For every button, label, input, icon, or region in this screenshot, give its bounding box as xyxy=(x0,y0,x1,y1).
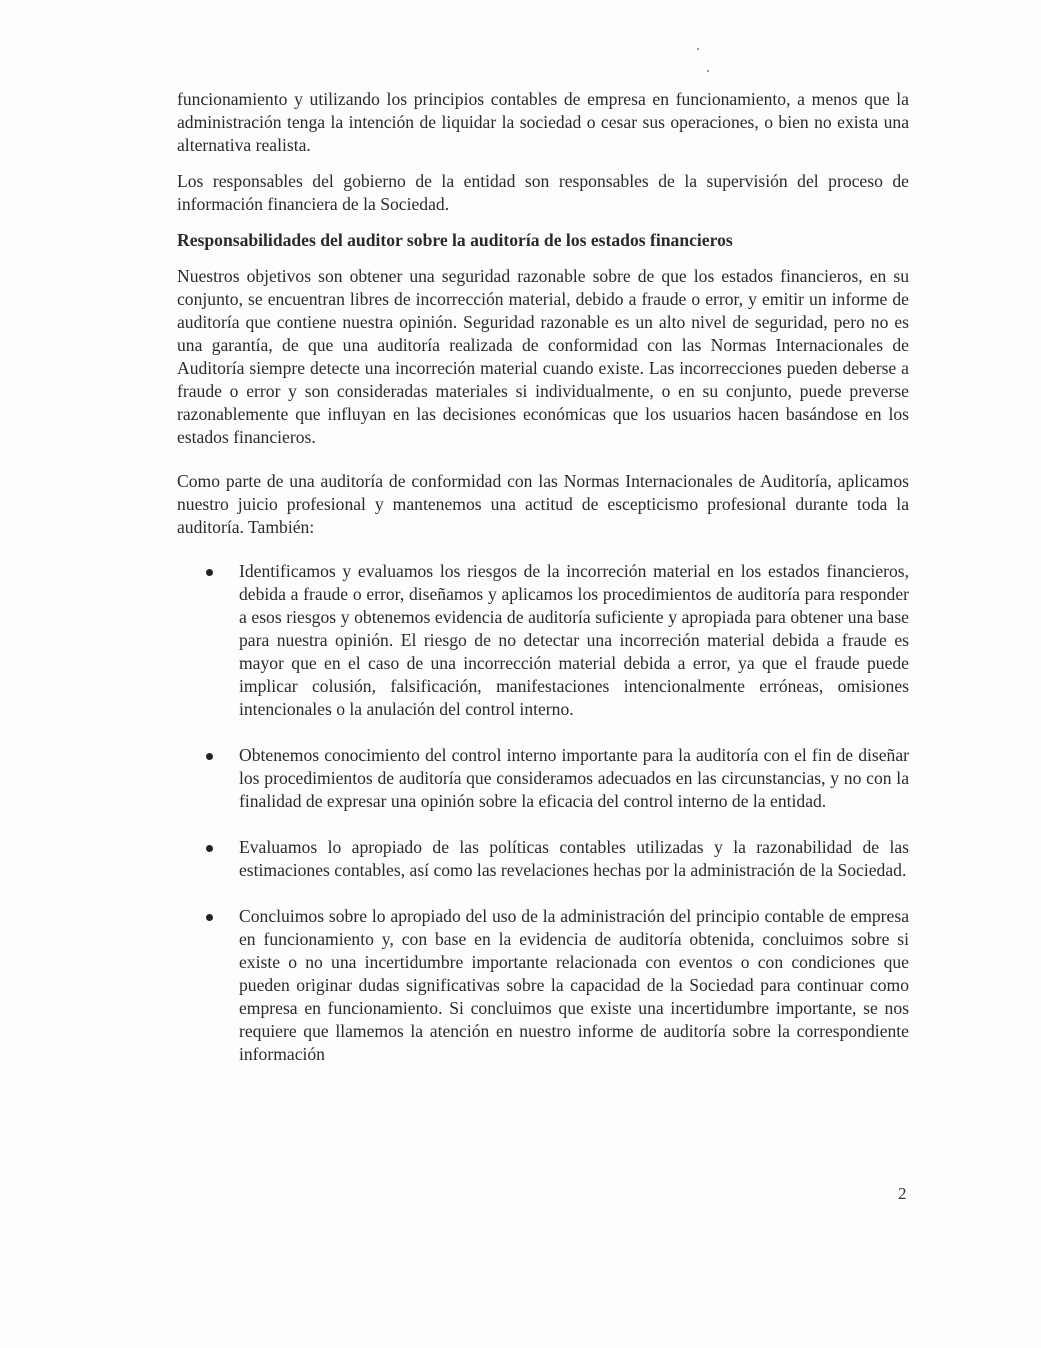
paragraph-professional-judgment: Como parte de una auditoría de conformidad con las Normas Internacionales de Auditoría, aplicamos nuestro juicio profesional y mantenemos una actitud de escepticismo profesional durante toda la auditoría. También: xyxy=(177,471,909,537)
document-body xyxy=(177,88,909,1066)
list-item-text: Evaluamos lo apropiado de las políticas contables utilizadas y la razonabilidad de las estimaciones contables, así como las revelaciones hechas por la administración de la Sociedad. xyxy=(239,837,909,880)
paragraph-going-concern: funcionamiento y utilizando los principios contables de empresa en funcionamiento, a menos que la administración tenga la intención de liquidar la sociedad o cesar sus operaciones, o bien no exista una alternativa realista. xyxy=(177,89,909,155)
scan-speck xyxy=(697,48,699,50)
list-item xyxy=(177,905,909,1066)
bullet-icon xyxy=(206,753,213,760)
bullet-icon xyxy=(206,845,213,852)
paragraph-objectives: Nuestros objetivos son obtener una seguridad razonable sobre de que los estados financieros, en su conjunto, se encuentran libres de incorrección material, debido a fraude o error, y emitir un informe de auditoría que contiene nuestra opinión. Seguridad razonable es un alto nivel de seguridad, pero no es una garantía, de que una auditoría realizada de conformidad con las Normas Internacionales de Auditoría siempre detecte una incorreción material cuando existe. Las incorrecciones pueden deberse a fraude o error y son consideradas materiales si individualmente, o en su conjunto, puede preverse razonablemente que influyan en las decisiones económicas que los usuarios hacen basándose en los estados financieros. xyxy=(177,266,909,447)
bullet-icon xyxy=(206,914,213,921)
list-item-text: Identificamos y evaluamos los riesgos de la incorreción material en los estados financieros, debida a fraude o error, diseñamos y aplicamos los procedimientos de auditoría para responder a esos riesgos y obtenemos evidencia de auditoría suficiente y apropiada para obtener una base para nuestra opinión. El riesgo de no detectar una incorreción material debida a fraude es mayor que en el caso de una incorrección material debida a error, ya que el fraude puede implicar colusión, falsificación, manifestaciones intencionalmente erróneas, omisiones intencionales o la anulación del control interno. xyxy=(239,561,909,719)
section-heading: Responsabilidades del auditor sobre la auditoría de los estados financieros xyxy=(177,230,733,250)
page-number: 2 xyxy=(898,1184,907,1203)
list-item xyxy=(177,560,909,721)
bullet-icon xyxy=(206,569,213,576)
list-item-text: Concluimos sobre lo apropiado del uso de la administración del principio contable de empresa en funcionamiento y, con base en la evidencia de auditoría obtenida, concluimos sobre si existe o no una incertidumbre importante relacionada con eventos o con condiciones que pueden originar dudas significativas sobre la capacidad de la Sociedad para continuar como empresa en funcionamiento. Si concluimos que existe una incertidumbre importante, se nos requiere que llamemos la atención en nuestro informe de auditoría sobre la correspondiente información xyxy=(239,906,909,1064)
list-item xyxy=(177,744,909,813)
scan-speck xyxy=(707,70,709,72)
list-item xyxy=(177,836,909,882)
bullet-list xyxy=(177,560,909,1066)
paragraph-governance: Los responsables del gobierno de la entidad son responsables de la supervisión del proceso de información financiera de la Sociedad. xyxy=(177,171,909,214)
list-item-text: Obtenemos conocimiento del control interno importante para la auditoría con el fin de diseñar los procedimientos de auditoría que consideramos adecuados en las circunstancias, y no con la finalidad de expresar una opinión sobre la eficacia del control interno de la entidad. xyxy=(239,745,909,811)
